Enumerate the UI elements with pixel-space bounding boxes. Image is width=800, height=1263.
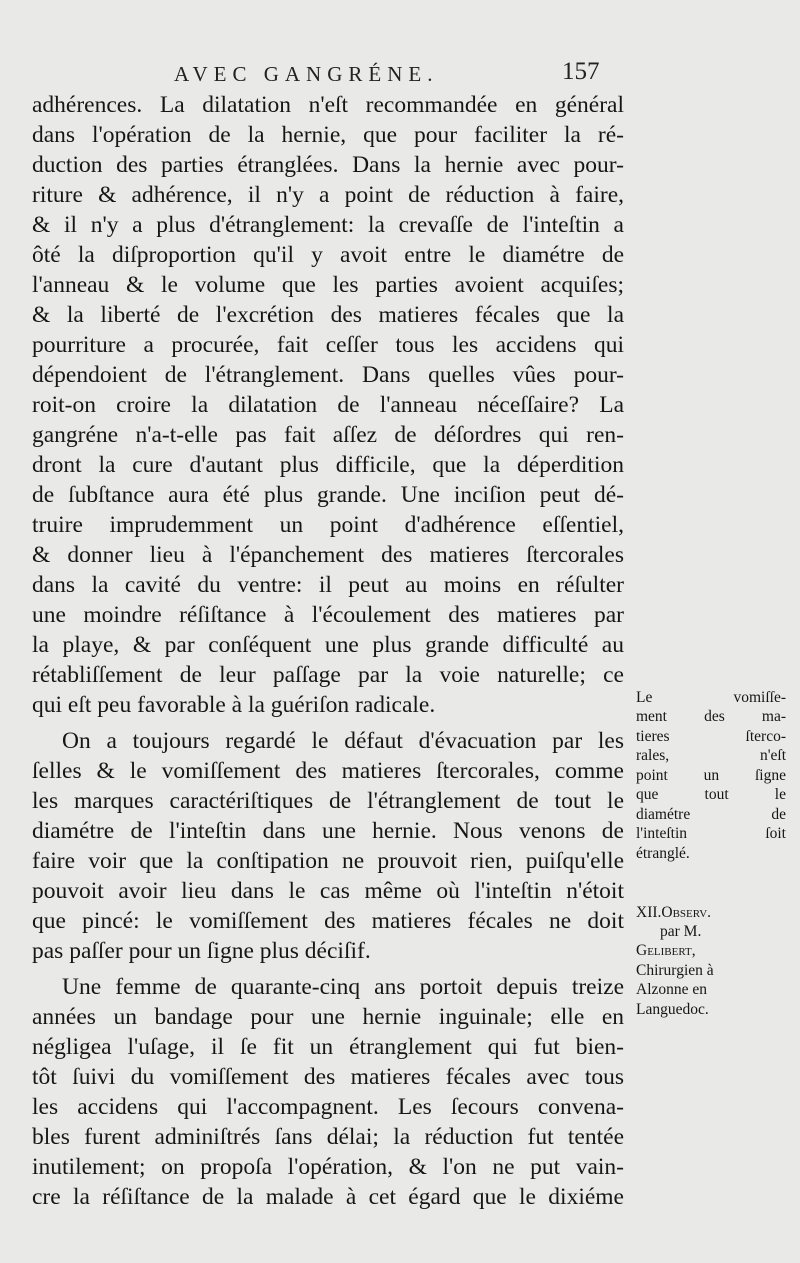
margin-note-line: Le vomiſſe-: [636, 689, 786, 706]
text-line: négligea l'uſage, il ſe fit un étranglement qui fut bien-: [32, 1034, 624, 1060]
text-line: pas paſſer pour un ſigne plus déciſif.: [32, 938, 371, 964]
running-head: AVEC GANGRÉNE.: [174, 62, 439, 86]
margin-note-line: Gelibert,: [636, 942, 696, 959]
text-line: pourriture a procurée, fait ceſſer tous les accidens qui: [32, 332, 624, 358]
text-line: dans l'opération de la hernie, que pour faciliter la ré-: [32, 122, 624, 148]
text-line: qui eſt peu favorable à la guériſon radicale.: [32, 692, 436, 718]
text-line: rétabliſſement de leur paſſage par la voie naturelle; ce: [32, 662, 624, 688]
text-line: duction des parties étranglées. Dans la hernie avec pour-: [32, 152, 624, 178]
text-line: années un bandage pour une hernie inguinale; elle en: [32, 1004, 624, 1030]
margin-note-line: par M.: [660, 923, 702, 940]
text-line: l'anneau & le volume que les parties avoient acquiſes;: [32, 272, 624, 298]
margin-note-line: tieres ſterco-: [636, 728, 786, 745]
text-line: dans la cavité du ventre: il peut au moins en réſulter: [32, 572, 624, 598]
margin-note-line: point un ſigne: [636, 767, 786, 784]
text-line: diamétre de l'inteſtin dans une hernie. Nous venons de: [32, 818, 624, 844]
margin-note-line: ment des ma-: [636, 708, 786, 725]
text-line: tôt ſuivi du vomiſſement des matieres fécales avec tous: [32, 1064, 624, 1090]
margin-note-line: Languedoc.: [636, 1001, 709, 1018]
text-line: les accidens qui l'accompagnent. Les ſecours convena-: [32, 1094, 624, 1120]
text-line: de ſubſtance aura été plus grande. Une inciſion peut dé-: [32, 482, 624, 508]
text-line: une moindre réſiſtance à l'écoulement des matieres par: [32, 602, 624, 628]
text-line: roit-on croire la dilatation de l'anneau néceſſaire? La: [32, 392, 624, 418]
text-line: cre la réſiſtance de la malade à cet égard que le dixiéme: [32, 1184, 624, 1210]
text-line: riture & adhérence, il n'y a point de réduction à faire,: [32, 182, 624, 208]
text-line: On a toujours regardé le défaut d'évacuation par les: [62, 728, 624, 754]
text-line: les marques caractériſtiques de l'étranglement de tout le: [32, 788, 624, 814]
text-line: dront la cure d'autant plus difficile, que la déperdition: [32, 452, 624, 478]
text-line: ſelles & le vomiſſement des matieres ſtercorales, comme: [32, 758, 624, 784]
text-line: adhérences. La dilatation n'eſt recommandée en général: [32, 92, 624, 118]
text-line: & la liberté de l'excrétion des matieres fécales que la: [32, 302, 624, 328]
text-line: ôté la diſproportion qu'il y avoit entre le diamétre de: [32, 242, 624, 268]
margin-note-line: que tout le: [636, 786, 786, 803]
text-line: pouvoit avoir lieu dans le cas même où l'inteſtin n'étoit: [32, 878, 624, 904]
margin-note-line: rales, n'eſt: [636, 747, 786, 764]
text-line: la playe, & par conſéquent une plus grande difficulté au: [32, 632, 624, 658]
text-line: dépendoient de l'étranglement. Dans quelles vûes pour-: [32, 362, 624, 388]
text-line: & donner lieu à l'épanchement des matieres ſtercorales: [32, 542, 624, 568]
text-line: que pincé: le vomiſſement des matieres fécales ne doit: [32, 908, 624, 934]
text-line: inutilement; on propoſa l'opération, & l'on ne put vain-: [32, 1154, 624, 1180]
text-line: truire imprudemment un point d'adhérence eſſentiel,: [32, 512, 624, 538]
text-line: Une femme de quarante-cinq ans portoit depuis treize: [62, 974, 624, 1000]
margin-note-line: l'inteſtin ſoit: [636, 825, 786, 842]
text-line: & il n'y a plus d'étranglement: la crevaſſe de l'inteſtin a: [32, 212, 624, 238]
margin-note-line: étranglé.: [636, 845, 690, 862]
text-line: bles furent adminiſtrés ſans délai; la réduction fut tentée: [32, 1124, 624, 1150]
margin-note-line: XII.Observ.: [636, 904, 712, 921]
margin-note-line: Alzonne en: [636, 981, 708, 998]
margin-note-line: Chirurgien à: [636, 962, 714, 979]
margin-note-line: diamétre de: [636, 806, 786, 823]
text-line: gangréne n'a-t-elle pas fait aſſez de déſordres qui ren-: [32, 422, 624, 448]
page-number: 157: [562, 58, 600, 85]
text-line: faire voir que la conſtipation ne prouvoit rien, puiſqu'elle: [32, 848, 624, 874]
